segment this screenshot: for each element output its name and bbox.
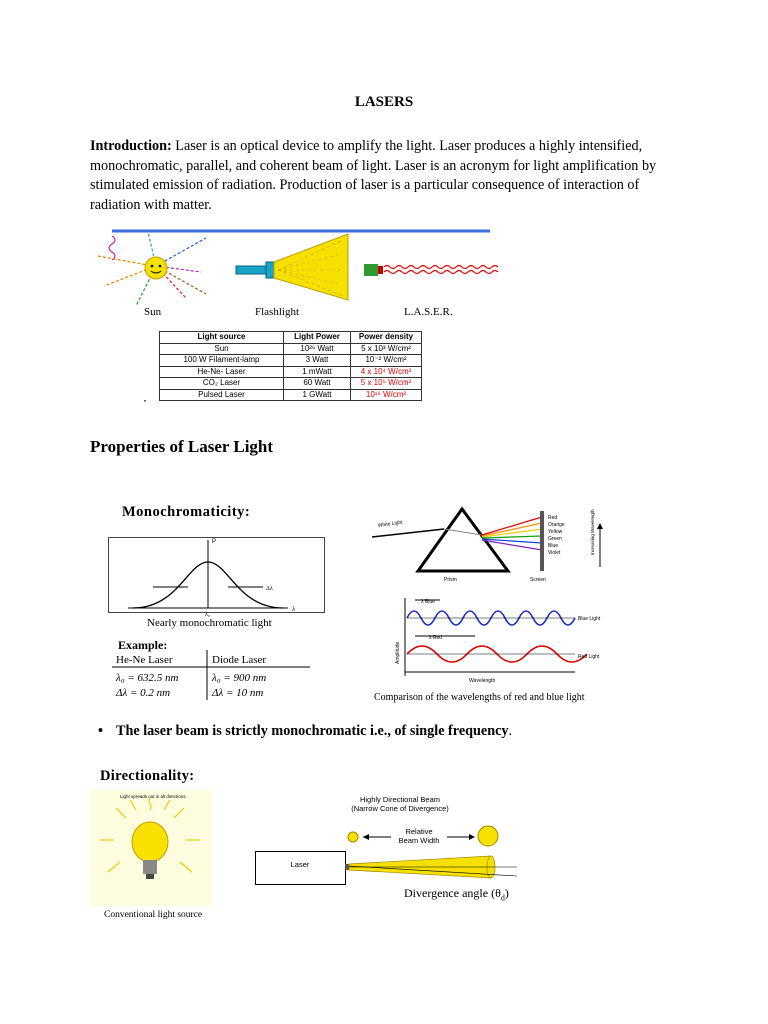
red-light-label: Red Light <box>578 654 600 660</box>
table-cell: 10⁻² W/cm² <box>351 355 422 367</box>
table-cell: 100 W Filament-lamp <box>160 355 284 367</box>
example-col2-l0: λ₀ = 900 nm <box>212 672 267 684</box>
beam-title-2: (Narrow Cone of Divergence) <box>351 804 449 813</box>
increasing-label: Increasing Wavelength <box>590 509 595 555</box>
section-heading-properties: Properties of Laser Light <box>90 437 274 456</box>
relative-arrowhead-right <box>469 834 475 840</box>
ray-red <box>482 517 542 535</box>
table-row <box>160 389 422 401</box>
table-header-row <box>160 332 422 344</box>
example-col1-name: He-Ne Laser <box>116 654 173 666</box>
center-label: λ₀ <box>205 612 211 618</box>
delta-label: Δλ <box>266 586 273 592</box>
divergence-sub: d <box>500 893 505 903</box>
color-label-yellow: Yellow <box>548 529 563 535</box>
white-light-ray <box>372 529 444 537</box>
relative-arrowhead-left <box>363 834 369 840</box>
intro-text: Laser is an optical device to amplify the light. Laser produces a highly intensified, monochromatic, parallel, and coherent beam of light. Laser is an acronym for light amplification by stimulated emission of radiation. Production of laser is a particular consequence of interaction of radiation with matter. <box>90 138 657 213</box>
bulb-glass <box>132 822 168 862</box>
table-row <box>160 343 422 355</box>
table-cell: He-Ne- Laser <box>160 366 284 378</box>
prism-label: Prism <box>444 577 457 583</box>
plot-frame <box>109 538 325 613</box>
relative-label-1: Relative <box>405 827 433 836</box>
laser-caption: L.A.S.E.R. <box>404 306 453 318</box>
prism-diagram <box>372 505 612 585</box>
gaussian-plot <box>108 532 328 622</box>
screen <box>540 511 544 571</box>
small-beam-circle <box>348 832 358 842</box>
bullet-dot-icon: • <box>98 723 103 739</box>
screen-label: Screen <box>530 577 546 583</box>
example-col2-dl: Δλ = 10 nm <box>212 687 264 699</box>
axis-p-label: P <box>212 539 217 545</box>
mono-title: Monochromaticity: <box>122 504 251 520</box>
table-cell: 10²⁶ Watt <box>284 343 351 355</box>
page-title: LASERS <box>354 94 414 110</box>
wave-comparison-diagram <box>385 594 615 690</box>
table-cell: 5 x 10³ W/cm² <box>351 343 422 355</box>
increasing-arrowhead <box>597 523 603 529</box>
light-power-table-wrapper <box>159 331 422 401</box>
blue-light-label: Blue Light <box>578 616 601 622</box>
color-label-green: Green <box>548 536 562 542</box>
table-header: Power density <box>351 332 422 344</box>
example-col1-dl: Δλ = 0.2 nm <box>116 687 171 699</box>
beam-title-1: Highly Directional Beam <box>359 795 441 804</box>
bulb-illustration <box>90 790 216 908</box>
table-cell: CO₂ Laser <box>160 378 284 390</box>
white-light-label: White Light <box>377 519 404 529</box>
divergence-text: Divergence angle (θ <box>404 886 501 900</box>
ray-orange <box>482 523 542 536</box>
divergence-label <box>404 886 509 902</box>
wave-caption: Comparison of the wavelengths of red and blue light <box>374 692 585 703</box>
axis-l-label: λ <box>292 605 296 613</box>
bullet-monochromatic <box>98 723 513 740</box>
table-row <box>160 355 422 367</box>
wavelength-label: Wavelength <box>469 678 496 684</box>
bulb-tip <box>146 874 154 879</box>
amplitude-label: Amplitude <box>395 641 401 664</box>
curve-caption: Nearly monochromatic light <box>147 617 272 629</box>
table-cell: 60 Watt <box>284 378 351 390</box>
direc-title: Directionality: <box>100 768 195 784</box>
laser-illustration <box>364 264 498 276</box>
laser-box-label: Laser <box>290 860 310 869</box>
bullet-tail: . <box>508 723 513 739</box>
flashlight-caption: Flashlight <box>255 306 300 318</box>
bulb-base <box>143 860 157 874</box>
bullet-bold-text: The laser beam is strictly monochromatic i.e., of single frequency <box>116 723 509 739</box>
table-header: Light source <box>160 332 284 344</box>
example-table <box>112 650 312 700</box>
example-col2-name: Diode Laser <box>212 654 267 666</box>
table-cell: Pulsed Laser <box>160 389 284 401</box>
bulb-caption: Conventional light source <box>104 910 203 920</box>
table-cell: 5 x 10⁵ W/cm² <box>351 378 422 390</box>
table-header: Light Power <box>284 332 351 344</box>
color-label-violet: Violet <box>548 550 561 556</box>
table-row <box>160 366 422 378</box>
laser-aperture <box>345 864 349 870</box>
sun-caption: Sun <box>144 306 162 318</box>
sun-illustration <box>98 232 206 306</box>
example-label: Example: <box>118 638 168 652</box>
table-cell: 10¹⁶ W/cm² <box>351 389 422 401</box>
intro-label: Introduction: <box>90 138 172 154</box>
example-col1-l0: λ₀ = 632.5 nm <box>116 672 179 684</box>
intro-paragraph <box>90 137 682 215</box>
light-power-table <box>159 331 422 401</box>
lred-label: λ Red <box>429 635 443 641</box>
flashlight-illustration <box>236 234 348 300</box>
lblue-label: λ Blue <box>421 599 435 605</box>
color-label-blue: Blue <box>548 543 559 549</box>
table-cell: 1 mWatt <box>284 366 351 378</box>
table-cell: 1 GWatt <box>284 389 351 401</box>
divergence-end: ) <box>504 886 509 900</box>
table-row <box>160 378 422 390</box>
table-cell: 4 x 10⁴ W/cm² <box>351 366 422 378</box>
large-beam-circle <box>478 826 498 846</box>
table-cell: Sun <box>160 343 284 355</box>
table-cell: 3 Watt <box>284 355 351 367</box>
relative-label-2: Beam Width <box>398 836 440 845</box>
color-label-red: Red <box>548 515 558 521</box>
color-label-orange: Orange <box>548 522 565 528</box>
bulb-top-label: Light spreads out in all directions <box>120 794 186 799</box>
